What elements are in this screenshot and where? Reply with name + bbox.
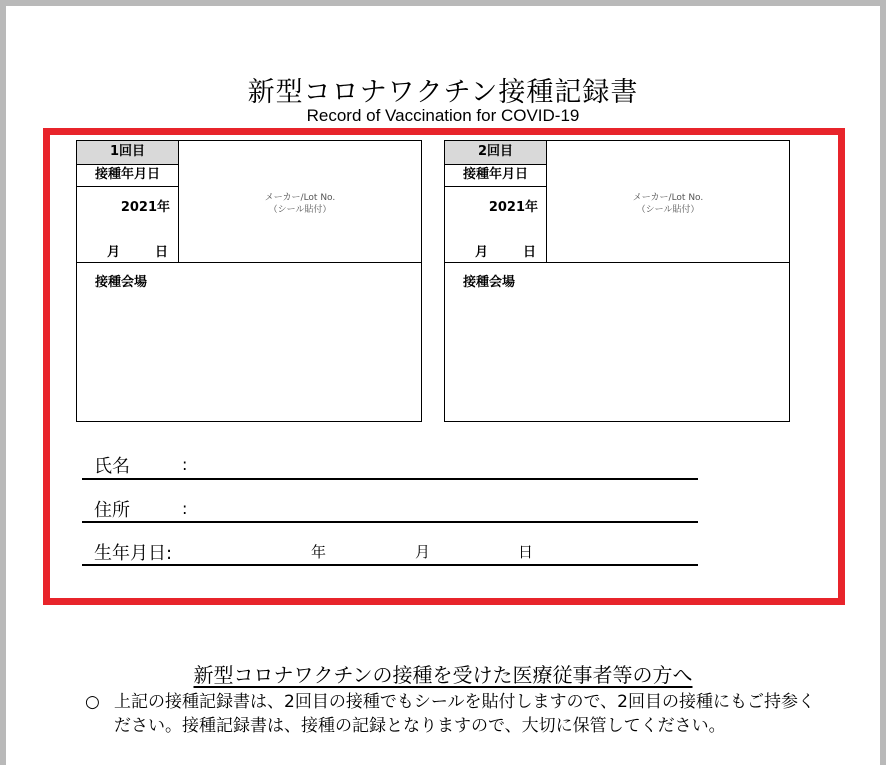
address-colon: : bbox=[182, 499, 188, 518]
address-label: 住所 bbox=[94, 500, 130, 521]
month-text: 月 bbox=[107, 245, 121, 260]
birth-month-text: 月 bbox=[415, 543, 431, 561]
venue-label: 接種会場 bbox=[463, 275, 516, 290]
maker-lot-label: メーカー/Lot No. bbox=[264, 193, 336, 203]
date-label: 接種年月日 bbox=[445, 165, 547, 187]
document-subtitle: Record of Vaccination for COVID-19 bbox=[306, 106, 580, 125]
sticker-area bbox=[547, 141, 789, 262]
day-text: 日 bbox=[523, 245, 537, 260]
year-text: 2021年 bbox=[488, 200, 538, 215]
notice-title-text: 新型コロナワクチンの接種を受けた医療従事者等の方へ bbox=[193, 663, 693, 687]
birth-day-text: 日 bbox=[518, 543, 534, 561]
notice-paragraph bbox=[86, 690, 816, 738]
date-field[interactable] bbox=[445, 187, 547, 262]
month-text: 月 bbox=[475, 245, 489, 260]
sticker-note: （シール貼付） bbox=[636, 205, 700, 215]
venue-label: 接種会場 bbox=[95, 275, 148, 290]
dose-label: 2回目 bbox=[445, 141, 547, 165]
year-text: 2021年 bbox=[120, 200, 170, 215]
vaccination-card-2 bbox=[444, 140, 790, 422]
sticker-note: （シール貼付） bbox=[268, 205, 332, 215]
birth-year-text: 年 bbox=[311, 543, 327, 561]
notice-title bbox=[6, 659, 880, 688]
dose-label: 1回目 bbox=[77, 141, 179, 165]
name-label: 氏名 bbox=[94, 456, 130, 477]
maker-lot-label: メーカー/Lot No. bbox=[632, 193, 704, 203]
date-field[interactable] bbox=[77, 187, 179, 262]
name-field[interactable] bbox=[82, 478, 698, 480]
address-field[interactable] bbox=[82, 521, 698, 523]
sticker-area bbox=[179, 141, 421, 262]
birthdate-label: 生年月日: bbox=[94, 543, 173, 564]
birthdate-field[interactable] bbox=[82, 564, 698, 566]
day-text: 日 bbox=[155, 245, 169, 260]
name-colon: : bbox=[182, 455, 188, 474]
document-page bbox=[6, 6, 880, 765]
divider bbox=[445, 262, 789, 263]
notice-text: 上記の接種記録書は、2回目の接種でもシールを貼付しますので、2回目の接種にもご持参ください。接種記録書は、接種の記録となりますので、大切に保管してください。 bbox=[114, 692, 815, 736]
divider bbox=[77, 262, 421, 263]
circle-bullet-icon: ○ bbox=[85, 692, 100, 712]
date-label: 接種年月日 bbox=[77, 165, 179, 187]
document-title: 新型コロナワクチン接種記録書 bbox=[247, 77, 639, 108]
vaccination-card-1 bbox=[76, 140, 422, 422]
